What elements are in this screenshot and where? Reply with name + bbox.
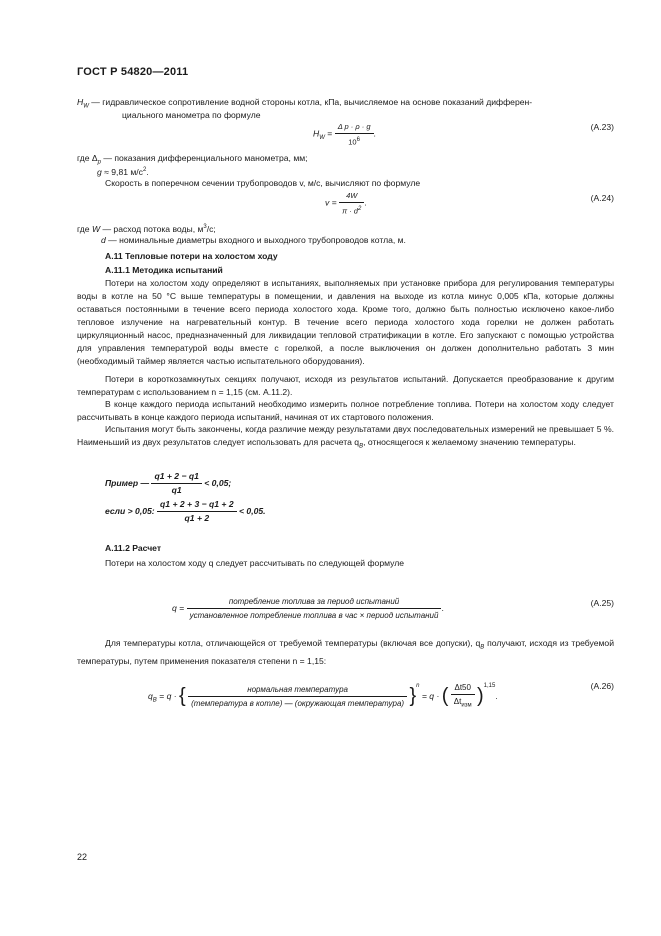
section-a11-heading: А.11 Тепловые потери на холостом ходу bbox=[105, 251, 278, 261]
paragraph-calc-intro: Потери на холостом ходу q следует рассчитывать по следующей формуле bbox=[105, 558, 405, 568]
equation-number-a25: (А.25) bbox=[590, 598, 614, 608]
where-g: g ≈ 9,81 $м/с^2$. bbox=[97, 166, 149, 177]
paragraph-test-completion: Испытания могут быть закончены, когда различие между результатами двух последовательных измерений не превышает 5 %. Наименьший из двух результатов следует использовать для расчета $q_B$, относящегося к желаемому значению температуры. bbox=[77, 424, 614, 450]
paragraph-temperature-conversion: Для температуры котла, отличающейся от требуемой температуры (включая все допуски), $q_B$ получают, исходя из требуемой температуры, путем применения показателя степени n = 1,15: bbox=[77, 638, 614, 666]
equation-number-a24: (А.24) bbox=[590, 193, 614, 203]
formula-a25: q = $\frac{\text{потребление топлива за период испытаний}}{\text{установленное потребление топлива в час × период испытаний}}$ . bbox=[172, 597, 444, 620]
formula-a24: v = $\frac{4W}{\pi \cdot d^2}$ . bbox=[325, 191, 367, 216]
formula-a23: $H_W$ = $\frac{\text{Δ p · ρ · g}}{10^6}$ . bbox=[313, 122, 376, 147]
where-w: где W — расход потока воды, $м^3/с$; bbox=[77, 223, 216, 234]
equation-number-a23: (А.23) bbox=[590, 122, 614, 132]
velocity-intro: Скорость в поперечном сечении трубопроводов v, м/с, вычисляют по формуле bbox=[105, 178, 421, 188]
paragraph-fuel-consumption: В конце каждого периода испытаний необходимо измерить полное потребление топлива. Потери на холостом ходу следует рассчитывать в конце каждого периода испытаний, начиная от их стартового положения. bbox=[77, 399, 614, 422]
paragraph-short-sections: Потери в короткозамкнутых секциях получают, исходя из результатов испытаний. Допускается преобразование к другим температурам с использованием n = 1,15 (см. А.11.2). bbox=[77, 374, 614, 397]
hw-definition: $H_W$ — гидравлическое сопротивление водной стороны котла, кПа, вычисляемое на основе показаний дифферен- bbox=[77, 97, 533, 110]
page-number: 22 bbox=[77, 852, 88, 862]
example-line-1: Пример — $\frac{q1 + 2 - q1}{q1}$ < 0,05; bbox=[105, 471, 232, 495]
example-line-2: если > 0,05: $\frac{q1 + 2 + 3 - q1 + 2}{q1 + 2}$ < 0,05. bbox=[105, 499, 266, 523]
paragraph-idle-losses: Потери на холостом ходу определяют в испытаниях, выполняемых при установке прибора для регулирования температуры воды в котле на 50 °С выше температуры в помещении, и давления на выходе из котла минус 0,005 кПа, которые должны оставаться постоянными в течение всего периода холостого хода. Кроме того, должно быть полностью исключено какое-либо тепловое излучение на нагревательный контур. В течение всего периода холостого хода горелки не должен работать циркуляционный насос, предназначенный для ликвидации тепловой стратификации в котле. Его запускают с помощью устройства для управления температурой воды вместе с горелкой, а после выключения он должен дополнительно работать 3 мин (необходимый таймер является частью испытательного оборудования). bbox=[77, 278, 614, 366]
formula-a26: $q_B = q$ · { $\frac{\text{нормальная температура}}{\text{(температура в котле) — (окружающая температура)}}$ }$^n$ = q · ( $\frac{\Delta t50}{\Delta t_{изм}}$ )$^{1,15}$. bbox=[148, 682, 498, 709]
section-a112-heading: А.11.2 Расчет bbox=[105, 543, 162, 553]
section-a111-heading: А.11.1 Методика испытаний bbox=[105, 265, 223, 275]
equation-number-a26: (А.26) bbox=[590, 681, 614, 691]
hw-definition-cont: циального манометра по формуле bbox=[122, 110, 261, 120]
document-header: ГОСТ Р 54820—2011 bbox=[77, 66, 189, 78]
where-dp: где $\Delta_p$ — показания дифференциального манометра, мм; bbox=[77, 153, 308, 166]
where-d: d — номинальные диаметры входного и выходного трубопроводов котла, м. bbox=[101, 235, 406, 245]
